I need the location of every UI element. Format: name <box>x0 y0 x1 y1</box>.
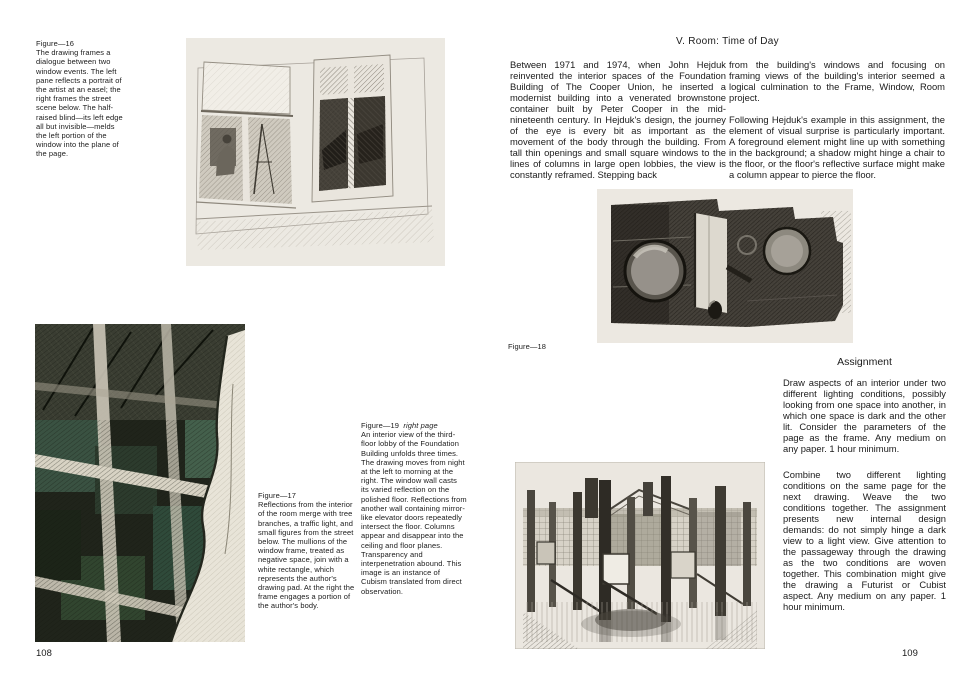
figure-16-drawing <box>186 38 445 266</box>
figure-16-caption-text: The drawing frames a dialogue between two window events. The left pane reflects a portrait of the artist at an easel; the right frames the street scene below. The half-raised blind—its left edge all but invisible—melds the left portion of the window into the plane of the page. <box>36 48 123 159</box>
assignment-paragraph: Combine two different lighting conditions on the same page for the next drawing. Weave the two conditions together. The assignment presents new internal design demands: do not simply hinge a dark view to a light view. Give attention to the passageway through the drawing as the two conditions are woven together. This combination might give the drawing a Futurist or Cubist aspect. Any medium on any paper. 1 hour minimum. <box>783 469 946 612</box>
assignment-paragraph: Draw aspects of an interior under two different lighting conditions, possibly looking from one space into another, in which one space is dark and the other lit. Consider the parameters of the page as the frame. Any medium on any paper. 1 hour minimum. <box>783 377 946 454</box>
body-column-1 <box>510 59 726 191</box>
figure-17-caption-text: Reflections from the interior of the room merge with tree branches, a traffic light, and small figures from the street below. The mullions of the window frame, treated as negative space, join with a white rectangle, which represents the author's drawing pad. At the right the frame engages a portion of the author's body. <box>258 500 355 611</box>
figure-18-drawing <box>597 189 853 343</box>
figure-17-caption <box>258 491 357 611</box>
figure-16-drawing-svg <box>186 38 445 266</box>
figure-17-label: Figure—17 <box>258 491 297 500</box>
body-column-2 <box>729 59 945 191</box>
page-number-left: 108 <box>36 648 52 659</box>
figure-17-drawing-svg <box>35 324 245 642</box>
figure-18-drawing-svg <box>597 189 853 343</box>
figure-16-caption <box>36 39 126 159</box>
figure-17-drawing <box>35 324 245 642</box>
figure-19-drawing <box>515 462 765 649</box>
figure-16-label: Figure—16 <box>36 39 75 48</box>
figure-18-label: Figure—18 <box>508 342 547 351</box>
assignment-body <box>783 377 946 623</box>
running-header: V. Room: Time of Day <box>676 36 779 47</box>
body-paragraph: from the building's windows and focusing on framing views of the building's interior seemed a logical culmination to the Frame, Window, Room project. <box>729 59 945 103</box>
figure-18-caption <box>508 342 546 351</box>
page-number-right: 109 <box>902 648 918 659</box>
figure-19-caption-text: An interior view of the third-floor lobby of the Foundation Building unfolds three times. The drawing moves from night at the left to morning at the right. The window wall casts its varied reflection on the polished floor. Reflections from another wall containing mirror-like elevator doors repeatedly intersect the floor. Columns appear and disappear into the ceiling and floor planes. Transparency and interpenetration abound. This image is an instance of Cubism translated from direct observation. <box>361 430 467 596</box>
figure-19-drawing-svg <box>515 462 765 649</box>
figure-19-label-suffix: right page <box>403 421 438 430</box>
figure-19-caption <box>361 421 467 596</box>
body-paragraph: Following Hejduk's example in this assignment, the element of visual surprise is particularly important. A foreground element might line up with something in the background; a shadow might hinge a chair to the floor, or the floor's reflective surface might make a column appear to pierce the floor. <box>729 114 945 180</box>
assignment-heading: Assignment <box>837 356 892 368</box>
figure-19-label: Figure—19 right page <box>361 421 438 430</box>
body-paragraph: Between 1971 and 1974, when John Hejduk reinvented the interior spaces of the Foundation Building of The Cooper Union, he inserted a modernist building into a venerated brownstone container built by Peter Cooper in the mid-nineteenth century. In Hejduk's design, the journey of the eye is every bit as important as the movement of the body through the building. From tall thin openings and small square windows to the lines of columns in large open lobbies, the view is constantly reframed. Stepping back <box>510 59 726 180</box>
